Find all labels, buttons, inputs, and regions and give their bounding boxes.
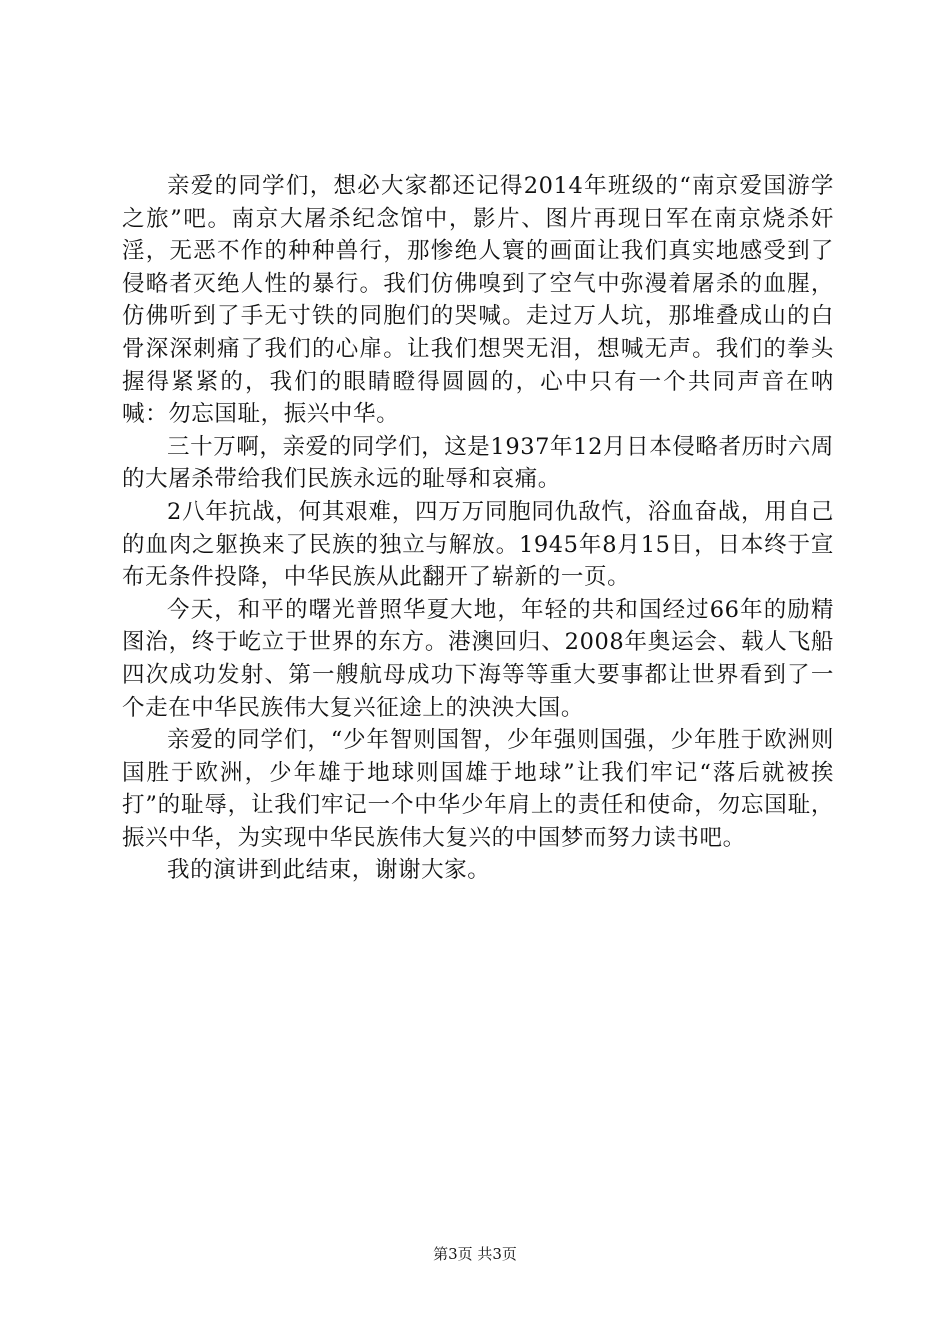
- paragraph-nanjing-trip: 亲爱的同学们，想必大家都还记得2014年班级的“南京爱国游学之旅”吧。南京大屠杀纪念馆中，影片、图片再现日军在南京烧杀奸淫，无恶不作的种种兽行，那惨绝人寰的画面让我们真实地感受到了侵略者灭绝人性的暴行。我们仿佛嗅到了空气中弥漫着屠杀的血腥，仿佛听到了手无寸铁的同胞们的哭喊。走过万人坑，那堆叠成山的白骨深深刺痛了我们的心扉。让我们想哭无泪，想喊无声。我们的拳头握得紧紧的，我们的眼睛瞪得圆圆的，心中只有一个共同声音在呐喊：勿忘国耻，振兴中华。: [122, 173, 834, 428]
- speech-body: [122, 170, 834, 887]
- paragraph-youth: 亲爱的同学们，“少年智则国智，少年强则国强，少年胜于欧洲则国胜于欧洲，少年雄于地球则国雄于地球”让我们牢记“落后就被挨打”的耻辱，让我们牢记一个中华少年肩上的责任和使命，勿忘国耻，振兴中华，为实现中华民族伟大复兴的中国梦而努力读书吧。: [122, 727, 834, 851]
- paragraph-three-hundred-thousand: 三十万啊，亲爱的同学们，这是1937年12月日本侵略者历时六周的大屠杀带给我们民族永远的耻辱和哀痛。: [122, 433, 834, 493]
- paragraph-eight-year-war: 2八年抗战，何其艰难，四万万同胞同仇敌忾，浴血奋战，用自己的血肉之躯换来了民族的独立与解放。1945年8月15日，日本终于宣布无条件投降，中华民族从此翻开了崭新的一页。: [122, 498, 834, 591]
- page-number-footer: 第3页 共3页: [433, 1245, 517, 1263]
- paragraph-today: 今天，和平的曙光普照华夏大地，年轻的共和国经过66年的励精图治，终于屹立于世界的东方。港澳回归、2008年奥运会、载人飞船四次成功发射、第一艘航母成功下海等等重大要事都让世界看到了一个走在中华民族伟大复兴征途上的泱泱大国。: [122, 596, 834, 721]
- paragraph-closing: 我的演讲到此结束，谢谢大家。: [167, 857, 491, 884]
